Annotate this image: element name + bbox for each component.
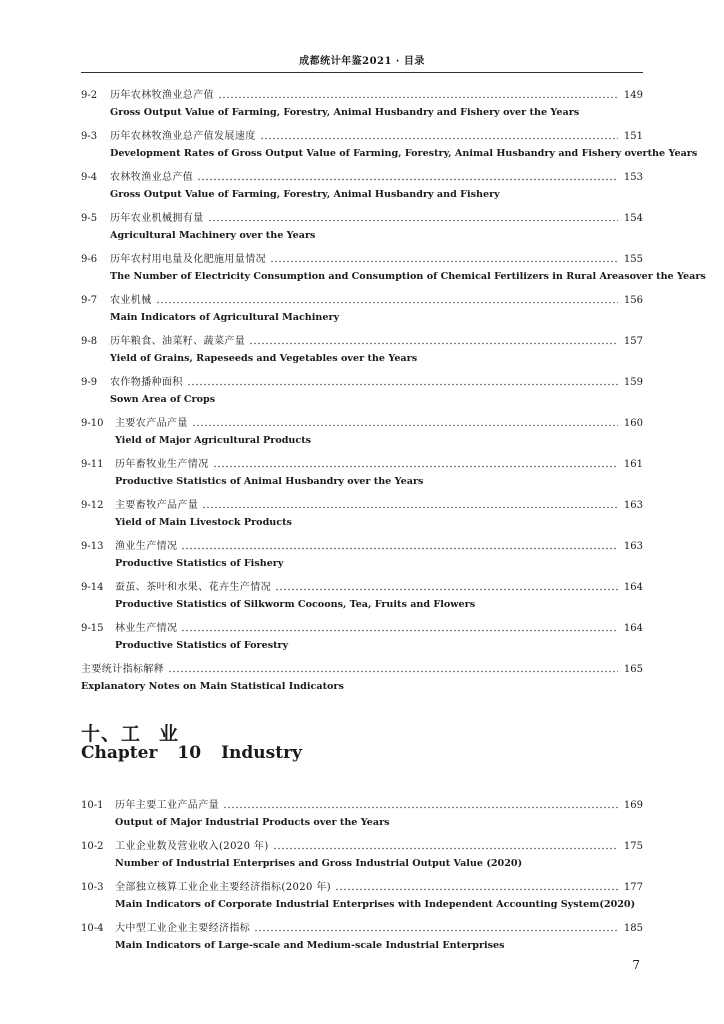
- toc-entry-9-3[interactable]: [81, 123, 698, 164]
- entry-number: 9-4: [81, 172, 98, 183]
- dot-leader: [202, 506, 618, 509]
- toc-entry-9-14[interactable]: [81, 574, 643, 615]
- entry-page: 165: [623, 664, 643, 675]
- chapter-title-en: [81, 743, 322, 763]
- entry-number: 9-8: [81, 336, 98, 347]
- entry-number: 9-7: [81, 295, 98, 306]
- toc-section-10: [81, 792, 643, 956]
- entry-page: 163: [623, 500, 643, 511]
- entry-title-cn: 工业企业数及营业收入(2020 年): [115, 841, 269, 852]
- dot-leader: [254, 929, 618, 932]
- toc-entry-10-1[interactable]: [81, 792, 643, 833]
- toc-entry-9-6[interactable]: [81, 246, 706, 287]
- entry-page: 154: [623, 213, 643, 224]
- entry-title-cn: 主要畜牧产品产量: [115, 500, 199, 511]
- entry-number: 9-2: [81, 90, 98, 101]
- entry-title-cn: 蚕茧、茶叶和水果、花卉生产情况: [115, 582, 271, 593]
- toc-entry-9-9[interactable]: [81, 369, 643, 410]
- toc-entry-9-5[interactable]: [81, 205, 643, 246]
- entry-page: 157: [623, 336, 643, 347]
- entry-title-cn: 历年粮食、油菜籽、蔬菜产量: [110, 336, 246, 347]
- entry-title-en: Productive Statistics of Animal Husbandry over the Years: [115, 476, 424, 487]
- dot-leader: [197, 178, 618, 181]
- dot-leader: [192, 424, 618, 427]
- dot-leader: [249, 342, 618, 345]
- entry-page: 161: [623, 459, 643, 470]
- toc-entry-9-8[interactable]: [81, 328, 643, 369]
- dot-leader: [273, 847, 618, 850]
- chapter-title-cn-suffix: 业: [159, 723, 180, 745]
- dot-leader: [223, 806, 618, 809]
- entry-number: 9-6: [81, 254, 98, 265]
- chapter-name: Industry: [221, 743, 302, 763]
- entry-title-en: Explanatory Notes on Main Statistical Indicators: [81, 681, 344, 692]
- entry-title-cn: 全部独立核算工业企业主要经济指标(2020 年): [115, 882, 332, 893]
- entry-title-en: Main Indicators of Corporate Industrial Enterprises with Independent Accounting System(2020): [115, 899, 636, 910]
- entry-number: 9-13: [81, 541, 104, 552]
- entry-title-en: Main Indicators of Large-scale and Medium-scale Industrial Enterprises: [115, 940, 505, 951]
- toc-entry-9-4[interactable]: [81, 164, 643, 205]
- entry-page: 175: [623, 841, 643, 852]
- entry-title-cn: 主要农产品产量: [115, 418, 188, 429]
- entry-title-cn: 主要统计指标解释: [81, 664, 165, 675]
- toc-entry-notes[interactable]: [81, 656, 643, 697]
- entry-title-en: Gross Output Value of Farming, Forestry, Animal Husbandry and Fishery over the Years: [110, 107, 580, 118]
- entry-title-cn: 林业生产情况: [115, 623, 178, 634]
- entry-title-en: Productive Statistics of Silkworm Cocoons, Tea, Fruits and Flowers: [115, 599, 476, 610]
- entry-title-cn: 历年畜牧业生产情况: [115, 459, 209, 470]
- entry-title-en: Productive Statistics of Fishery: [115, 558, 284, 569]
- dot-leader: [275, 588, 618, 591]
- entry-title-cn: 渔业生产情况: [115, 541, 178, 552]
- dot-leader: [213, 465, 618, 468]
- entry-title-cn: 历年农村用电量及化肥施用量情况: [110, 254, 266, 265]
- entry-page: 160: [623, 418, 643, 429]
- entry-page: 159: [623, 377, 643, 388]
- entry-title-en: Agricultural Machinery over the Years: [110, 230, 316, 241]
- entry-page: 163: [623, 541, 643, 552]
- entry-number: 9-12: [81, 500, 104, 511]
- dot-leader: [156, 301, 618, 304]
- entry-page: 153: [623, 172, 643, 183]
- entry-title-cn: 农林牧渔业总产值: [110, 172, 194, 183]
- entry-title-en: Gross Output Value of Farming, Forestry, Animal Husbandry and Fishery: [110, 189, 500, 200]
- entry-number: 9-9: [81, 377, 98, 388]
- entry-title-en: Main Indicators of Agricultural Machinery: [110, 312, 340, 323]
- entry-title-cn: 历年农林牧渔业总产值: [110, 90, 214, 101]
- entry-title-en: Yield of Grains, Rapeseeds and Vegetables over the Years: [110, 353, 418, 364]
- entry-title-en: Sown Area of Crops: [110, 394, 216, 405]
- entry-number: 9-14: [81, 582, 104, 593]
- entry-page: 185: [623, 923, 643, 934]
- entry-number: 10-3: [81, 882, 104, 893]
- chapter-title-cn-prefix: 十、工: [81, 723, 142, 745]
- entry-title-en: The Number of Electricity Consumption and Consumption of Chemical Fertilizers in Rural Areasover the Years: [110, 271, 706, 282]
- dot-leader: [218, 96, 618, 99]
- toc-entry-10-3[interactable]: [81, 874, 643, 915]
- toc-entry-9-7[interactable]: [81, 287, 643, 328]
- entry-title-cn: 历年农业机械拥有量: [110, 213, 204, 224]
- dot-leader: [181, 547, 618, 550]
- entry-number: 10-4: [81, 923, 104, 934]
- entry-title-cn: 农作物播种面积: [110, 377, 183, 388]
- chapter-number: 10: [177, 743, 202, 763]
- dot-leader: [168, 670, 618, 673]
- toc-section-9: [81, 82, 706, 767]
- entry-title-cn: 大中型工业企业主要经济指标: [115, 923, 251, 934]
- entry-title-en: Productive Statistics of Forestry: [115, 640, 289, 651]
- dot-leader: [187, 383, 618, 386]
- entry-page: 177: [623, 882, 643, 893]
- toc-entry-9-11[interactable]: [81, 451, 643, 492]
- toc-entry-10-2[interactable]: [81, 833, 643, 874]
- toc-entry-9-15[interactable]: [81, 615, 643, 656]
- entry-number: 9-11: [81, 459, 104, 470]
- dot-leader: [260, 137, 618, 140]
- dot-leader: [335, 888, 618, 891]
- entry-title-en: Output of Major Industrial Products over the Years: [115, 817, 390, 828]
- entry-title-en: Development Rates of Gross Output Value of Farming, Forestry, Animal Husbandry and Fishery overthe Years: [110, 148, 698, 159]
- entry-number: 10-1: [81, 800, 104, 811]
- dot-leader: [181, 629, 618, 632]
- entry-title-cn: 农业机械: [110, 295, 152, 306]
- entry-title-cn: 历年主要工业产品产量: [115, 800, 219, 811]
- entry-page: 164: [623, 582, 643, 593]
- entry-page: 149: [623, 90, 643, 101]
- entry-page: 169: [623, 800, 643, 811]
- entry-number: 10-2: [81, 841, 104, 852]
- chapter-heading: [81, 697, 643, 767]
- entry-title-en: Number of Industrial Enterprises and Gross Industrial Output Value (2020): [115, 858, 523, 869]
- page-number: 7: [632, 958, 640, 972]
- entry-page: 151: [623, 131, 643, 142]
- entry-page: 156: [623, 295, 643, 306]
- entry-number: 9-10: [81, 418, 104, 429]
- entry-title-en: Yield of Major Agricultural Products: [115, 435, 312, 446]
- header-rule: [81, 72, 643, 73]
- entry-number: 9-5: [81, 213, 98, 224]
- entry-number: 9-3: [81, 131, 98, 142]
- chapter-label: Chapter: [81, 743, 158, 763]
- entry-title-cn: 历年农林牧渔业总产值发展速度: [110, 131, 256, 142]
- toc-entry-9-13[interactable]: [81, 533, 643, 574]
- entry-title-en: Yield of Main Livestock Products: [115, 517, 292, 528]
- toc-entry-9-10[interactable]: [81, 410, 643, 451]
- entry-number: 9-15: [81, 623, 104, 634]
- toc-entry-9-12[interactable]: [81, 492, 643, 533]
- entry-page: 164: [623, 623, 643, 634]
- dot-leader: [270, 260, 618, 263]
- running-header: 成都统计年鉴2021 · 目录: [299, 56, 425, 67]
- toc-entry-10-4[interactable]: [81, 915, 643, 956]
- dot-leader: [208, 219, 618, 222]
- toc-entry-9-2[interactable]: [81, 82, 643, 123]
- entry-page: 155: [623, 254, 643, 265]
- chapter-title-cn: [81, 719, 179, 746]
